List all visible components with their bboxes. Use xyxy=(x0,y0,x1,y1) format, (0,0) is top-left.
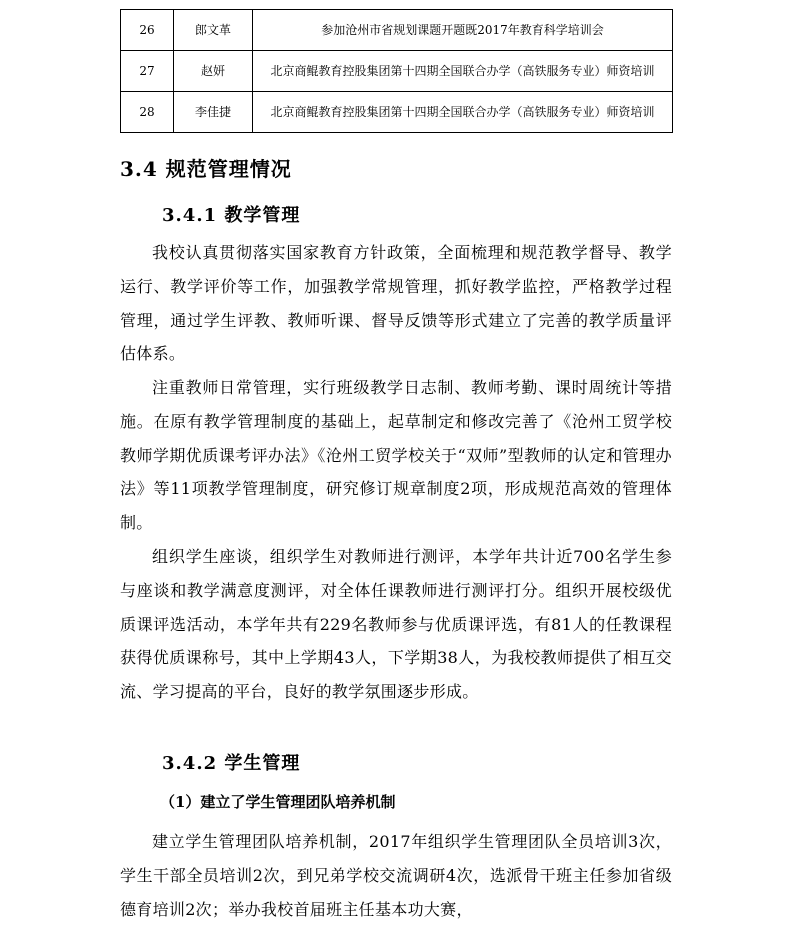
row-number: 26 xyxy=(121,10,174,51)
paragraph: 注重教师日常管理，实行班级教学日志制、教师考勤、课时周统计等措施。在原有教学管理制度的基础上，起草制定和修改完善了《沧州工贸学校教师学期优质课考评办法》《沧州工贸学校关于“双师”型教师的认定和管理办法》等11项教学管理制度，研究修订规章制度2项，形成规范高效的管理体制。 xyxy=(120,378,672,533)
row-number: 28 xyxy=(121,92,174,133)
table-row xyxy=(121,10,673,51)
paragraph: 建立学生管理团队培养机制，2017年组织学生管理团队全员培训3次，学生干部全员培训2次，到兄弟学校交流调研4次，选派骨干班主任参加省级德育培训2次；举办我校首届班主任基本功大赛， xyxy=(120,832,672,919)
paragraph: 组织学生座谈，组织学生对教师进行测评，本学年共计近700名学生参与座谈和教学满意度测评，对全体任课教师进行测评打分。组织开展校级优质课评选活动，本学年共有229名教师参与优质课评选，有81人的任教课程获得优质课称号，其中上学期43人，下学期38人，为我校教师提供了相互交流、学习提高的平台，良好的教学氛围逐步形成。 xyxy=(120,547,672,702)
training-content: 北京商鲲教育控股集团第十四期全国联合办学（高铁服务专业）师资培训 xyxy=(253,92,673,133)
training-content: 参加沧州市省规划课题开题既2017年教育科学培训会 xyxy=(253,10,673,51)
table-row xyxy=(121,92,673,133)
section-heading-3-4-1: 3.4.1 教学管理 xyxy=(162,205,301,226)
teacher-name: 赵妍 xyxy=(174,51,253,92)
training-table xyxy=(120,9,673,133)
table-row xyxy=(121,51,673,92)
section-heading-3-4: 3.4 规范管理情况 xyxy=(120,157,292,181)
subsection-heading: （1）建立了学生管理团队培养机制 xyxy=(160,793,396,811)
training-content: 北京商鲲教育控股集团第十四期全国联合办学（高铁服务专业）师资培训 xyxy=(253,51,673,92)
paragraph: 我校认真贯彻落实国家教育方针政策，全面梳理和规范教学督导、教学运行、教学评价等工作，加强教学常规管理，抓好教学监控，严格教学过程管理，通过学生评教、教师听课、督导反馈等形式建立了完善的教学质量评估体系。 xyxy=(120,243,672,364)
section-heading-3-4-2: 3.4.2 学生管理 xyxy=(162,753,301,774)
teacher-name: 郎文革 xyxy=(174,10,253,51)
teacher-name: 李佳捷 xyxy=(174,92,253,133)
row-number: 27 xyxy=(121,51,174,92)
